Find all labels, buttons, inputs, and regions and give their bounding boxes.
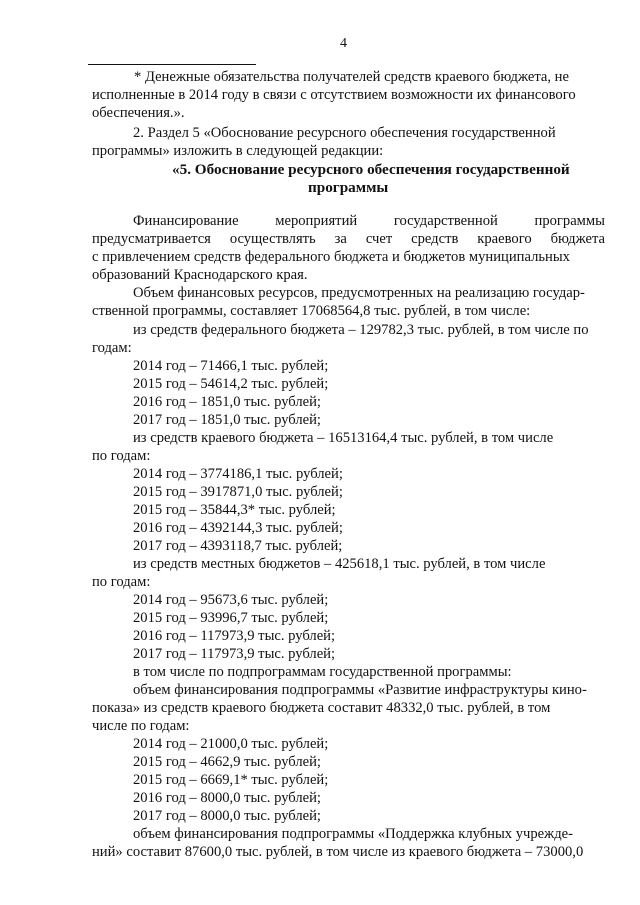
federal-line-2: годам: [92, 340, 132, 356]
federal-year-item: 2016 год – 1851,0 тыс. рублей; [133, 394, 321, 410]
local-year-item: 2017 год – 117973,9 тыс. рублей; [133, 646, 336, 662]
subprograms-intro: в том числе по подпрограммам государственной программы: [133, 664, 512, 680]
cinema-line-2: показа» из средств краевого бюджета составит 48332,0 тыс. рублей, в том [92, 700, 551, 716]
footnote-line-3: обеспечения.». [92, 105, 185, 121]
cinema-year-item: 2015 год – 4662,9 тыс. рублей; [133, 754, 321, 770]
footnote-separator [88, 64, 256, 65]
federal-year-item: 2015 год – 54614,2 тыс. рублей; [133, 376, 329, 392]
intro-word: средств [411, 231, 459, 247]
amendment-line-2: программы» изложить в следующей редакции: [92, 143, 384, 159]
intro-word: Финансирование [133, 213, 239, 229]
local-year-item: 2015 год – 93996,7 тыс. рублей; [133, 610, 329, 626]
intro-line-3: с привлечением средств федерального бюджета и бюджетов муниципальных [92, 249, 570, 265]
regional-year-item: 2014 год – 3774186,1 тыс. рублей; [133, 466, 343, 482]
cinema-year-item: 2016 год – 8000,0 тыс. рублей; [133, 790, 321, 806]
regional-year-item: 2017 год – 4393118,7 тыс. рублей; [133, 538, 343, 554]
intro-word: программы [534, 213, 605, 229]
federal-year-item: 2017 год – 1851,0 тыс. рублей; [133, 412, 321, 428]
section-heading-line-2: программы [308, 179, 389, 196]
cinema-year-item: 2014 год – 21000,0 тыс. рублей; [133, 736, 329, 752]
section-heading-line-1: «5. Обоснование ресурсного обеспечения государственной [172, 161, 570, 178]
cinema-year-item: 2017 год – 8000,0 тыс. рублей; [133, 808, 321, 824]
amendment-line-1: 2. Раздел 5 «Обоснование ресурсного обеспечения государственной [133, 125, 556, 141]
footnote-line-1: * Денежные обязательства получателей средств краевого бюджета, не [134, 69, 569, 85]
intro-word: предусматривается [92, 231, 211, 247]
cinema-line-3: числе по годам: [92, 718, 190, 734]
local-line-1: из средств местных бюджетов – 425618,1 тыс. рублей, в том числе [133, 556, 546, 572]
intro-line-1 [133, 212, 605, 230]
clubs-line-1: объем финансирования подпрограммы «Поддержка клубных учрежде- [133, 826, 573, 842]
local-year-item: 2014 год – 95673,6 тыс. рублей; [133, 592, 329, 608]
cinema-line-1: объем финансирования подпрограммы «Развитие инфраструктуры кино- [133, 682, 587, 698]
regional-year-item: 2015 год – 35844,3* тыс. рублей; [133, 502, 336, 518]
clubs-line-2: ний» составит 87600,0 тыс. рублей, в том числе из краевого бюджета – 73000,0 [92, 844, 584, 860]
intro-word: осуществлять [229, 231, 316, 247]
footnote-line-2: исполненные в 2014 году в связи с отсутствием возможности их финансового [92, 87, 576, 103]
volume-line-1: Объем финансовых ресурсов, предусмотренных на реализацию государ- [133, 285, 585, 301]
local-line-2: по годам: [92, 574, 151, 590]
page-number: 4 [340, 36, 347, 51]
cinema-year-item: 2015 год – 6669,1* тыс. рублей; [133, 772, 329, 788]
regional-year-item: 2016 год – 4392144,3 тыс. рублей; [133, 520, 343, 536]
federal-line-1: из средств федерального бюджета – 129782,3 тыс. рублей, в том числе по [133, 322, 589, 338]
volume-line-2: ственной программы, составляет 17068564,8 тыс. рублей, в том числе: [92, 303, 531, 319]
regional-line-2: по годам: [92, 448, 151, 464]
intro-word: счет [365, 231, 393, 247]
intro-word: мероприятий [275, 213, 358, 229]
intro-line-2 [92, 230, 605, 248]
intro-word: бюджета [550, 231, 605, 247]
intro-word: краевого [477, 231, 532, 247]
federal-year-item: 2014 год – 71466,1 тыс. рублей; [133, 358, 329, 374]
regional-line-1: из средств краевого бюджета – 16513164,4 тыс. рублей, в том числе [133, 430, 554, 446]
intro-word: государственной [393, 213, 498, 229]
regional-year-item: 2015 год – 3917871,0 тыс. рублей; [133, 484, 343, 500]
intro-word: за [334, 231, 347, 247]
local-year-item: 2016 год – 117973,9 тыс. рублей; [133, 628, 336, 644]
intro-line-4: образований Краснодарского края. [92, 267, 308, 283]
